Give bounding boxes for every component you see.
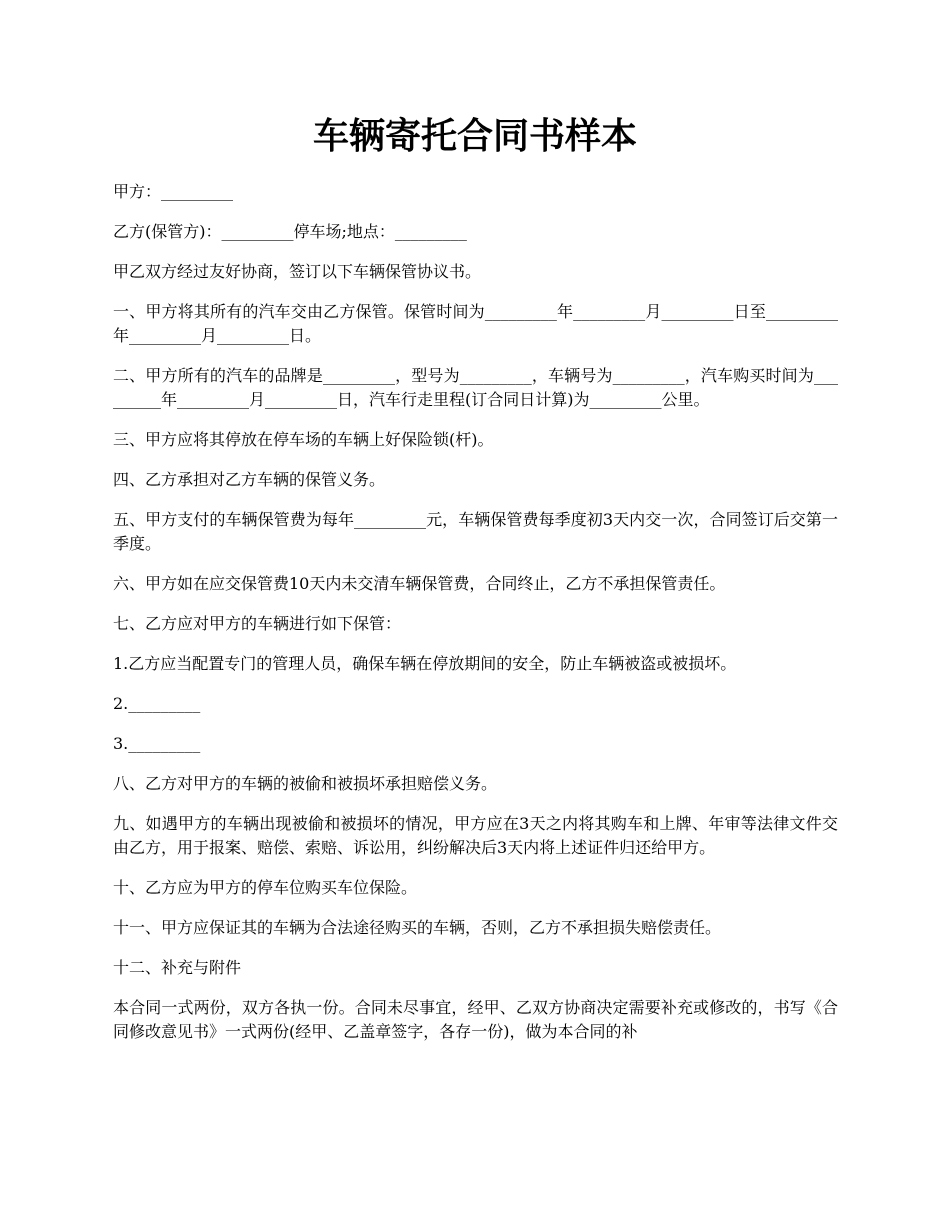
clause-9: 九、如遇甲方的车辆出现被偷和被损坏的情况，甲方应在3天之内将其购车和上牌、年审等法律文件交由乙方，用于报案、赔偿、索赔、诉讼用，纠纷解决后3天内将上述证件归还给甲方。 [113,814,838,857]
party-b-line: 乙方(保管方)：_________停车场;地点：_________ [113,222,467,241]
clause-4: 四、乙方承担对乙方车辆的保管义务。 [113,470,386,489]
clause-7-item-2: 2._________ [113,694,201,713]
clause-7: 七、乙方应对甲方的车辆进行如下保管： [113,614,402,633]
party-a-line: 甲方：_________ [113,182,234,201]
clause-10: 十、乙方应为甲方的停车位购买车位保险。 [113,878,418,897]
agreement-intro: 甲乙双方经过友好协商，签订以下车辆保管协议书。 [113,262,482,281]
clause-3: 三、甲方应将其停放在停车场的车辆上好保险锁(杆)。 [113,430,494,449]
clause-6: 六、甲方如在应交保管费10天内未交清车辆保管费，合同终止，乙方不承担保管责任。 [113,574,726,593]
document-title: 车辆寄托合同书样本 [312,115,637,157]
clause-1: 一、甲方将其所有的汽车交由乙方保管。保管时间为_________年_________月_________日至_________年_________月_________日。 [113,302,838,345]
clause-12: 十二、补充与附件 [113,958,242,977]
clause-8: 八、乙方对甲方的车辆的被偷和被损坏承担赔偿义务。 [113,774,498,793]
clause-2: 二、甲方所有的汽车的品牌是_________，型号为_________，车辆号为_________，汽车购买时间为_________年_________月_________日，汽车行走里程(订合同日计算)为_________公里。 [113,366,838,409]
clause-5: 五、甲方支付的车辆保管费为每年_________元，车辆保管费每季度初3天内交一次，合同签订后交第一季度。 [113,510,838,553]
clause-11: 十一、甲方应保证其的车辆为合法途径购买的车辆，否则，乙方不承担损失赔偿责任。 [113,918,722,937]
clause-7-item-3: 3._________ [113,734,201,753]
clause-7-item-1: 1.乙方应当配置专门的管理人员，确保车辆在停放期间的安全，防止车辆被盗或被损坏。 [113,654,737,673]
document-body [113,180,838,1060]
closing-paragraph: 本合同一式两份，双方各执一份。合同未尽事宜，经甲、乙双方协商决定需要补充或修改的，书写《合同修改意见书》一式两份(经甲、乙盖章签字，各存一份)，做为本合同的补 [113,998,838,1041]
